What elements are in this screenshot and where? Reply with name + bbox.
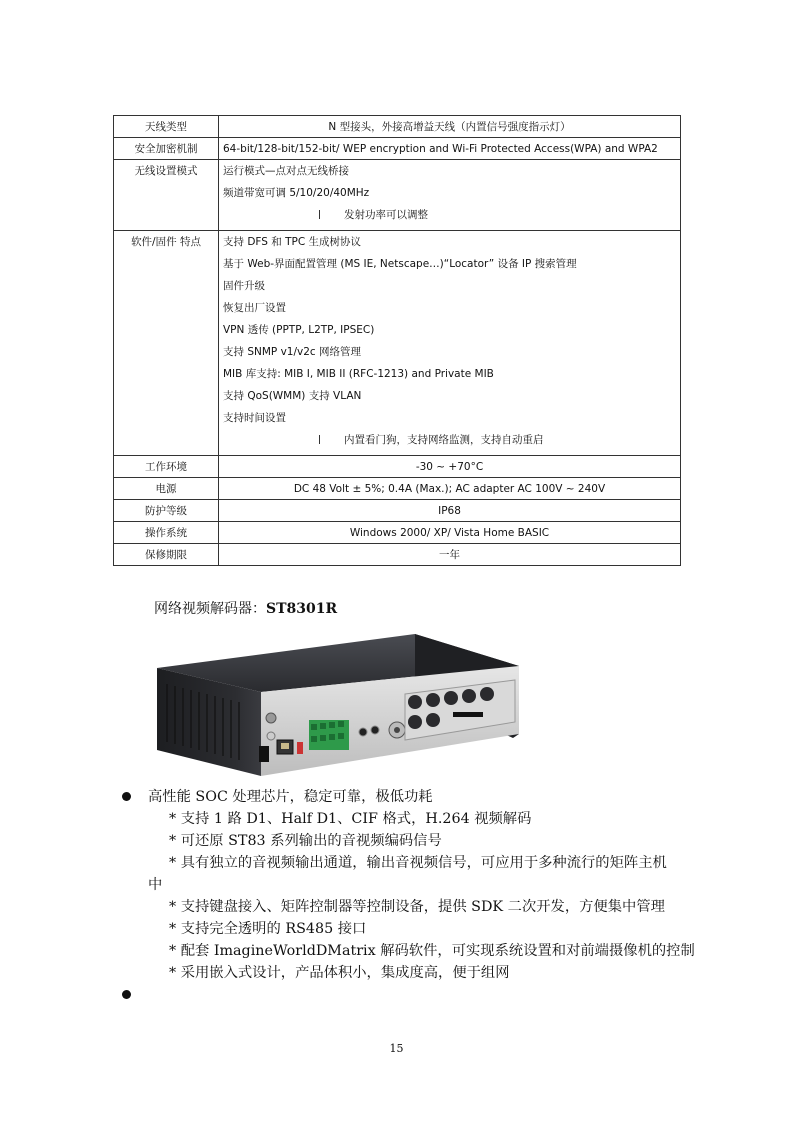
- spec-row-software: [114, 231, 681, 456]
- spec-line: 恢复出厂设置: [223, 302, 286, 314]
- spec-line: VPN 透传 (PPTP, L2TP, IPSEC): [223, 324, 375, 336]
- feature-item: * 配套 ImagineWorldDMatrix 解码软件，可实现系统设置和对前端摄像机的控制: [169, 943, 695, 959]
- spec-row-encryption: [114, 138, 681, 160]
- spec-label: 操作系统: [114, 522, 219, 544]
- bar-marker-icon: [319, 435, 320, 444]
- spec-line: MIB 库支持: MIB I, MIB II (RFC-1213) and Private MIB: [223, 368, 494, 380]
- spec-line: 支持 SNMP v1/v2c 网络管理: [223, 346, 362, 358]
- spec-label: 保修期限: [114, 544, 219, 566]
- spec-value: 一年: [219, 544, 681, 566]
- spec-row-power: [114, 478, 681, 500]
- spec-label: 天线类型: [114, 116, 219, 138]
- spec-label: 安全加密机制: [114, 138, 219, 160]
- spec-label: 软件/固件 特点: [114, 231, 219, 456]
- spec-row-antenna: [114, 116, 681, 138]
- heading-model: ST8301R: [266, 601, 338, 617]
- spec-note: 内置看门狗，支持网络监测，支持自动重启: [344, 434, 544, 446]
- bullet-icon: [122, 792, 131, 801]
- spec-note: 发射功率可以调整: [344, 209, 428, 221]
- spec-value: N 型接头，外接高增益天线（内置信号强度指示灯）: [219, 116, 681, 138]
- feature-item: * 采用嵌入式设计，产品体积小，集成度高，便于组网: [169, 965, 510, 981]
- spec-value: DC 48 Volt ± 5%; 0.4A (Max.); AC adapter AC 100V ~ 240V: [219, 478, 681, 500]
- spec-line: 支持时间设置: [223, 412, 286, 424]
- spec-label: 无线设置模式: [114, 160, 219, 231]
- spec-value: [219, 231, 681, 456]
- spec-row-warranty: [114, 544, 681, 566]
- feature-main: 高性能 SOC 处理芯片，稳定可靠，极低功耗: [148, 789, 433, 805]
- spec-label: 工作环境: [114, 456, 219, 478]
- spec-line: 运行模式—点对点无线桥接: [223, 165, 349, 177]
- feature-item: * 支持完全透明的 RS485 接口: [169, 921, 367, 937]
- feature-item: * 支持 1 路 D1、Half D1、CIF 格式，H.264 视频解码: [169, 811, 532, 827]
- feature-item-continuation: 中: [148, 877, 163, 893]
- spec-value: Windows 2000/ XP/ Vista Home BASIC: [219, 522, 681, 544]
- spec-value: IP68: [219, 500, 681, 522]
- spec-note-line: [223, 208, 676, 230]
- spec-line: 基于 Web-界面配置管理 (MS IE, Netscape…)“Locator” 设备 IP 搜索管理: [223, 258, 577, 270]
- empty-bullet: [120, 984, 140, 1006]
- spec-value: -30 ~ +70°C: [219, 456, 681, 478]
- spec-row-environment: [114, 456, 681, 478]
- spec-row-wireless-mode: [114, 160, 681, 231]
- feature-items: [148, 808, 708, 984]
- spec-label: 电源: [114, 478, 219, 500]
- decoder-device-image: [153, 630, 523, 778]
- feature-item: * 可还原 ST83 系列输出的音视频编码信号: [169, 833, 442, 849]
- spec-row-os: [114, 522, 681, 544]
- bullet-icon: [122, 990, 131, 999]
- bar-marker-icon: [319, 210, 320, 219]
- product-heading: [154, 598, 337, 618]
- spec-line: 固件升级: [223, 280, 265, 292]
- spec-value: [219, 160, 681, 231]
- spec-row-protection: [114, 500, 681, 522]
- spec-note-line: [223, 433, 676, 455]
- spec-value: 64-bit/128-bit/152-bit/ WEP encryption and Wi-Fi Protected Access(WPA) and WPA2: [219, 138, 681, 160]
- spec-table: [113, 115, 681, 566]
- spec-line: 频道带宽可调 5/10/20/40MHz: [223, 187, 370, 199]
- spec-line: 支持 DFS 和 TPC 生成树协议: [223, 236, 362, 248]
- page-number: 15: [389, 1042, 404, 1055]
- spec-label: 防护等级: [114, 500, 219, 522]
- feature-item: * 支持键盘接入、矩阵控制器等控制设备，提供 SDK 二次开发，方便集中管理: [169, 899, 665, 915]
- heading-prefix: 网络视频解码器：: [154, 601, 266, 617]
- spec-line: 支持 QoS(WMM) 支持 VLAN: [223, 390, 362, 402]
- feature-item: * 具有独立的音视频输出通道，输出音视频信号，可应用于多种流行的矩阵主机: [169, 855, 667, 871]
